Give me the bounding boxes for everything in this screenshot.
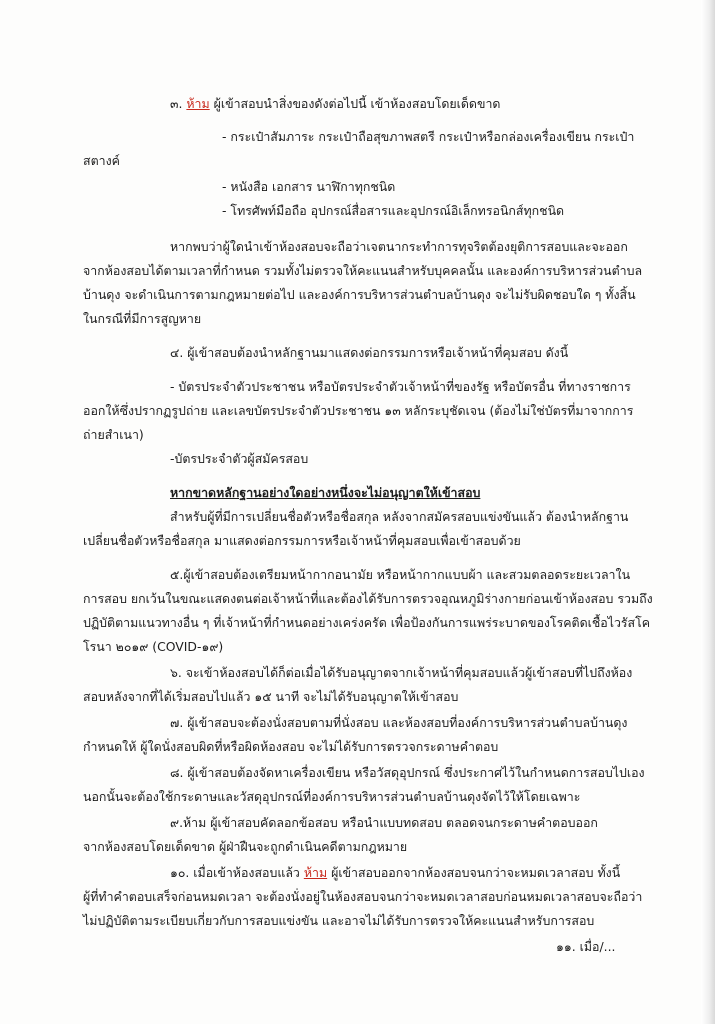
page-edge-shadow [701,0,715,1024]
section-9-line-1: ๙.ห้าม ผู้เข้าสอบคัดลอกข้อสอบ หรือนำแบบทดสอบ ตลอดจนกระดาษคำตอบออก [170,815,598,830]
section-5-line-2: การสอบ ยกเว้นในขณะแสดงตนต่อเจ้าหน้าที่และต้องได้รับการตรวจอุณหภูมิร่างกายก่อนเข้าห้องสอบ รวมถึง [83,591,653,606]
paragraph-1-line-3: บ้านดุง จะดำเนินการตามกฎหมายต่อไป และองค์การบริหารส่วนตำบลบ้านดุง จะไม่รับผิดชอบใด ๆ ทั้งสิ้น [83,287,636,302]
section-3-bullet-1: - กระเป๋าสัมภาระ กระเป๋าถือสุขภาพสตรี กระเป๋าหรือกล่องเครื่องเขียน กระเป๋า [222,129,635,144]
forbid-label: ห้าม [186,96,210,111]
section-5-line-3: ปฏิบัติตามแนวทางอื่น ๆ ที่เจ้าหน้าที่กำหนดอย่างเคร่งครัด เพื่อป้องกันการแพร่ระบาดของโรคติดเชื้อไวรัสโค [83,615,651,630]
section-8-line-2: นอกนั้นจะต้องใช้กระดาษและวัสดุอุปกรณ์ที่องค์การบริหารส่วนตำบลบ้านดุงจัดไว้ให้โดยเฉพาะ [83,789,581,804]
section-4-bullet-1: - บัตรประจำตัวประชาชน หรือบัตรประจำตัวเจ้าหน้าที่ของรัฐ หรือบัตรอื่น ที่ทางราชการ [170,379,631,394]
section-10-line-3: ไม่ปฏิบัติตามระเบียบเกี่ยวกับการสอบแข่งขัน และอาจไม่ได้รับการตรวจให้คะแนนสำหรับการสอบ [83,913,595,928]
section-7-line-1: ๗. ผู้เข้าสอบจะต้องนั่งสอบตามที่นั่งสอบ และห้องสอบที่องค์การบริหารส่วนตำบลบ้านดุง [170,715,628,730]
section-3-bullet-3: - โทรศัพท์มือถือ อุปกรณ์สื่อสารและอุปกรณ์อิเล็กทรอนิกส์ทุกชนิด [222,203,565,218]
paragraph-1-line-1: หากพบว่าผู้ใดนำเข้าห้องสอบจะถือว่าเจตนากระทำการทุจริตต้องยุติการสอบและจะออก [170,239,628,254]
section-3-bullet-2: - หนังสือ เอกสาร นาฬิกาทุกชนิด [222,179,396,194]
section-4-heading: ๔. ผู้เข้าสอบต้องนำหลักฐานมาแสดงต่อกรรมการหรือเจ้าหน้าที่คุมสอบ ดังนี้ [170,345,569,360]
paragraph-1-line-2: จากห้องสอบได้ตามเวลาที่กำหนด รวมทั้งไม่ตรวจให้คะแนนสำหรับบุคคลนั้น และองค์การบริหารส่วนตำบล [83,263,643,278]
section-7-line-2: กำหนดให้ ผู้ใดนั่งสอบผิดที่หรือผิดห้องสอบ จะไม่ได้รับการตรวจกระดาษคำตอบ [83,739,499,754]
section-4-bullet-2: -บัตรประจำตัวผู้สมัครสอบ [170,451,309,466]
section-5-line-1: ๕.ผู้เข้าสอบต้องเตรียมหน้ากากอนามัย หรือหน้ากากแบบผ้า และสวมตลอดระยะเวลาใน [170,567,631,582]
section-8-line-1: ๘. ผู้เข้าสอบต้องจัดหาเครื่องเขียน หรือวัสดุอุปกรณ์ ซึ่งประกาศไว้ในกำหนดการสอบไปเอง [170,765,645,780]
section-10-text-b: ผู้เข้าสอบออกจากห้องสอบจนกว่าจะหมดเวลาสอบ ทั้งนี้ [327,865,621,880]
section-3-heading [170,95,500,113]
section-10-line-2: ผู้ที่ทำคำตอบเสร็จก่อนหมดเวลา จะต้องนั่งอยู่ในห้องสอบจนกว่าจะหมดเวลาสอบก่อนหมดเวลาสอบจะถือว่า [83,889,643,904]
paragraph-2-line-2: เปลี่ยนชื่อตัวหรือชื่อสกุล มาแสดงต่อกรรมการหรือเจ้าหน้าที่คุมสอบเพื่อเข้าสอบด้วย [83,533,521,548]
section-4-bullet-1-cont-2: ถ่ายสำเนา) [83,427,144,442]
section-10-line-1 [170,864,620,882]
section-3-bullet-1-cont: สตางค์ [83,153,120,168]
warning-text: หากขาดหลักฐานอย่างใดอย่างหนึ่งจะไม่อนุญาตให้เข้าสอบ [170,485,481,500]
section-6-line-1: ๖. จะเข้าห้องสอบได้ก็ต่อเมื่อได้รับอนุญาตจากเจ้าหน้าที่คุมสอบแล้วผู้เข้าสอบที่ไปถึงห้อง [170,665,633,680]
section-3-number: ๓. [170,96,183,111]
paragraph-1-line-4: ในกรณีที่มีการสูญหาย [83,311,202,326]
section-4-bullet-1-cont-1: ออกให้ซึ่งปรากฏรูปถ่าย และเลขบัตรประจำตัวประชาชน ๑๓ หลักระบุชัดเจน (ต้องไม่ใช่บัตรที่มาจากการ [83,403,634,418]
continuation-marker: ๑๑. เมื่อ/... [556,939,616,954]
section-5-line-4: โรนา ๒๐๑๙ (COVID-๑๙) [83,639,224,654]
forbid-label-2: ห้าม [303,865,328,880]
paragraph-2-line-1: สำหรับผู้ที่มีการเปลี่ยนชื่อตัวหรือชื่อสกุล หลังจากสมัครสอบแข่งขันแล้ว ต้องนำหลักฐาน [170,509,629,524]
section-9-line-2: จากห้องสอบโดยเด็ดขาด ผู้ฝ่าฝืนจะถูกดำเนินคดีตามกฎหมาย [83,839,408,854]
section-3-text: ผู้เข้าสอบนำสิ่งของดังต่อไปนี้ เข้าห้องสอบโดยเด็ดขาด [209,96,501,111]
section-6-line-2: สอบหลังจากที่ได้เริ่มสอบไปแล้ว ๑๕ นาที จะไม่ได้รับอนุญาตให้เข้าสอบ [83,689,459,704]
section-10-text-a: ๑๐. เมื่อเข้าห้องสอบแล้ว [170,865,304,880]
